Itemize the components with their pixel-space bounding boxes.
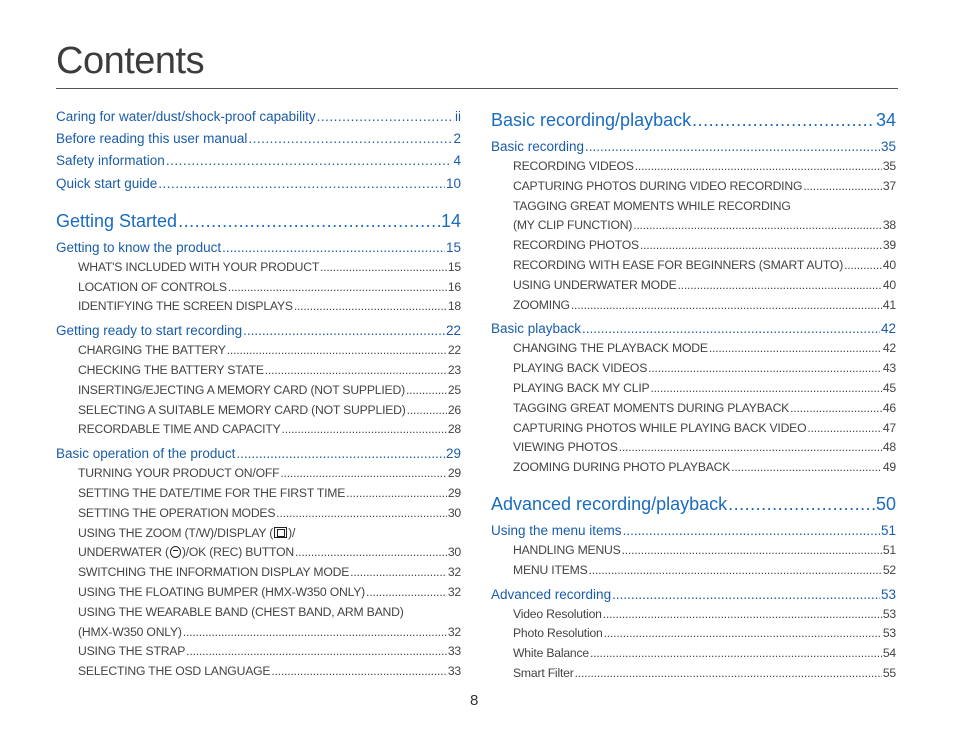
toc-entry-text: SELECTING A SUITABLE MEMORY CARD (NOT SUPPLIED)	[78, 402, 406, 417]
toc-sublink[interactable]	[491, 419, 896, 439]
leader-dots	[350, 563, 447, 583]
leader-dots	[265, 361, 447, 381]
toc-sublink[interactable]	[491, 157, 896, 177]
toc-page-number: 45	[882, 380, 896, 395]
toc-page-number: 30	[447, 545, 461, 560]
toc-entry-text: RECORDING PHOTOS	[513, 238, 639, 253]
toc-page-number: 25	[447, 382, 461, 397]
toc-page-number: 29	[447, 466, 461, 481]
toc-entry-text: Basic recording	[491, 139, 585, 154]
toc-sublink[interactable]	[491, 624, 896, 644]
toc-sublink[interactable]	[491, 177, 896, 197]
toc-section-getting-started[interactable]	[56, 207, 461, 235]
toc-entry-text: ZOOMING	[513, 297, 570, 312]
toc-entry-text: Using the menu items	[491, 522, 622, 538]
toc-page-number: 22	[447, 343, 461, 358]
toc-entry-text: RECORDING WITH EASE FOR BEGINNERS (SMART AUTO)	[513, 257, 844, 272]
toc-page-number: 53	[882, 626, 896, 641]
toc-entry-text: (HMX-W350 ONLY)	[78, 624, 182, 639]
toc-sublink[interactable]	[56, 484, 461, 504]
toc-link-basic-playback[interactable]	[491, 318, 896, 339]
toc-page-number: 52	[882, 562, 896, 577]
toc-page-number: 10	[445, 175, 461, 191]
toc-entry-text: Video Resolution	[513, 606, 602, 621]
leader-dots	[692, 106, 875, 134]
toc-sublink[interactable]	[491, 276, 896, 296]
toc-entry-text: TURNING YOUR PRODUCT ON/OFF	[78, 466, 280, 481]
toc-sublink[interactable]	[491, 236, 896, 256]
leader-dots	[803, 177, 882, 197]
toc-page-number: 41	[882, 297, 896, 312]
toc-sublink[interactable]	[491, 399, 896, 419]
toc-page-number: 39	[882, 238, 896, 253]
toc-page-number: 48	[882, 440, 896, 455]
toc-entry-text: CAPTURING PHOTOS WHILE PLAYING BACK VIDEO	[513, 420, 807, 435]
toc-sublink[interactable]	[491, 256, 896, 276]
toc-sublink[interactable]	[491, 541, 896, 561]
toc-link-advanced-recording[interactable]	[491, 584, 896, 605]
toc-entry-text: RECORDING VIDEOS	[513, 159, 634, 173]
toc-entry-text: USING THE STRAP	[78, 644, 186, 659]
leader-dots	[228, 278, 447, 298]
toc-page-number: 37	[882, 178, 896, 193]
toc-page-number: 33	[447, 664, 461, 679]
toc-page-number: 54	[882, 646, 896, 661]
toc-sublink[interactable]	[56, 504, 461, 524]
toc-sublink[interactable]	[56, 642, 461, 662]
toc-entry-text: CHANGING THE PLAYBACK MODE	[513, 341, 708, 356]
leader-dots	[227, 341, 447, 361]
leader-dots	[183, 623, 447, 643]
leader-dots	[186, 642, 447, 662]
toc-entry-text: SELECTING THE OSD LANGUAGE	[78, 664, 271, 679]
toc-page-number: 22	[445, 323, 461, 339]
leader-dots	[603, 605, 882, 625]
leader-dots	[407, 401, 447, 421]
leader-dots	[571, 296, 882, 316]
leader-dots	[728, 490, 875, 518]
toc-page-number: 43	[882, 361, 896, 376]
toc-page-number: 32	[447, 624, 461, 639]
toc-link-ready-recording[interactable]	[56, 320, 461, 341]
leader-dots	[709, 339, 882, 359]
toc-entry-text: ZOOMING DURING PHOTO PLAYBACK	[513, 460, 731, 475]
toc-entry-text: Safety information	[56, 153, 165, 169]
toc-entry-text: WHAT'S INCLUDED WITH YOUR PRODUCT	[78, 259, 320, 274]
toc-link-safety[interactable]	[56, 150, 461, 172]
toc-sublink[interactable]	[56, 662, 461, 682]
toc-page-number: 50	[875, 493, 896, 514]
toc-sublink[interactable]	[56, 401, 461, 421]
leader-dots	[276, 504, 447, 524]
leader-dots	[320, 258, 447, 278]
toc-page-number: 42	[880, 321, 896, 337]
toc-entry-text: CHARGING THE BATTERY	[78, 343, 226, 358]
toc-sublink[interactable]	[56, 583, 461, 603]
toc-page-number: 53	[882, 606, 896, 621]
toc-sublink[interactable]	[56, 258, 461, 278]
toc-page-number: 29	[447, 485, 461, 500]
underwater-icon	[170, 546, 181, 558]
toc-link-know-product[interactable]	[56, 237, 461, 258]
leader-dots	[248, 128, 452, 150]
toc-page-number: 29	[445, 446, 461, 462]
toc-entry-text: VIEWING PHOTOS	[513, 440, 618, 455]
toc-page-number: 34	[875, 110, 896, 130]
leader-dots	[282, 420, 447, 440]
toc-entry-text: INSERTING/EJECTING A MEMORY CARD (NOT SUPPLIED)	[78, 382, 405, 397]
toc-sublink-band-line1[interactable]: USING THE WEARABLE BAND (CHEST BAND, ARM BAND)	[78, 604, 404, 619]
leader-dots	[790, 399, 882, 419]
toc-entry-text: SWITCHING THE INFORMATION DISPLAY MODE	[78, 565, 350, 580]
leader-dots	[633, 216, 882, 236]
toc-entry-text: )/	[288, 525, 296, 540]
toc-sublink[interactable]	[56, 361, 461, 381]
toc-entry-text: MENU ITEMS	[513, 562, 588, 577]
toc-entry-text: PLAYING BACK VIDEOS	[513, 361, 648, 376]
leader-dots	[589, 561, 882, 581]
toc-page-number: 14	[440, 210, 461, 231]
leader-dots	[280, 464, 447, 484]
toc-section-text: Getting Started	[56, 210, 178, 231]
toc-sublink[interactable]	[491, 644, 896, 664]
toc-link-before-reading[interactable]	[56, 128, 461, 150]
toc-page-number: 2	[453, 131, 461, 147]
toc-sublink[interactable]	[491, 561, 896, 581]
toc-entry-text: SETTING THE DATE/TIME FOR THE FIRST TIME	[78, 485, 346, 500]
toc-page-number: 30	[447, 505, 461, 520]
toc-page-number: 55	[882, 665, 896, 680]
toc-entry-text	[78, 543, 294, 563]
toc-entry-text: Getting ready to start recording	[56, 323, 243, 339]
toc-sublink-band-line2[interactable]	[56, 623, 461, 643]
toc-sublink[interactable]	[491, 438, 896, 458]
toc-link-basic-recording[interactable]	[491, 136, 896, 157]
toc-page-number: 28	[447, 422, 461, 437]
toc-page-number: 42	[882, 341, 896, 356]
leader-dots	[166, 150, 453, 172]
toc-page-number: 49	[882, 460, 896, 475]
toc-link-basic-operation[interactable]	[56, 443, 461, 464]
leader-dots	[619, 438, 882, 458]
leader-dots	[678, 276, 882, 296]
toc-page-number: 33	[447, 644, 461, 659]
toc-entry-text: (MY CLIP FUNCTION)	[513, 218, 633, 233]
toc-page-number: 26	[447, 402, 461, 417]
display-icon	[274, 527, 287, 538]
toc-page-number: 32	[447, 584, 461, 599]
toc-entry-text: CAPTURING PHOTOS DURING VIDEO RECORDING	[513, 178, 803, 193]
toc-page-number: 16	[447, 279, 461, 294]
toc-link-quick-start[interactable]	[56, 173, 461, 195]
toc-entry-text: Before reading this user manual	[56, 131, 248, 147]
toc-sublink-zoom-line1[interactable]	[56, 524, 461, 544]
toc-entry-text: Getting to know the product	[56, 239, 222, 255]
toc-page-number: 40	[882, 277, 896, 292]
toc-entry-text: TAGGING GREAT MOMENTS DURING PLAYBACK	[513, 400, 790, 415]
toc-sublink[interactable]	[56, 278, 461, 298]
toc-entry-text: White Balance	[513, 646, 589, 661]
toc-page-number: 32	[447, 565, 461, 580]
leader-dots	[585, 136, 880, 157]
toc-entry-text: USING UNDERWATER MODE	[513, 277, 677, 292]
toc-page-number: 23	[447, 362, 461, 377]
toc-right-column	[491, 106, 896, 684]
leader-dots	[640, 236, 882, 256]
toc-sublink[interactable]	[491, 664, 896, 684]
toc-section-advanced-recording-playback[interactable]	[491, 490, 896, 518]
toc-entry-text: IDENTIFYING THE SCREEN DISPLAYS	[78, 299, 293, 314]
toc-entry-text: )/OK (REC) BUTTON	[181, 545, 294, 560]
toc-sublink[interactable]	[56, 563, 461, 583]
leader-dots	[575, 664, 882, 684]
leader-dots	[582, 318, 880, 339]
leader-dots	[406, 381, 447, 401]
toc-entry-text: Advanced recording	[491, 586, 612, 602]
leader-dots	[295, 543, 447, 563]
toc-sublink[interactable]	[56, 381, 461, 401]
toc-page-number: 51	[880, 522, 896, 538]
toc-section-text: Basic recording/playback	[491, 110, 692, 130]
toc-page-number: 4	[453, 153, 461, 169]
toc-sublink[interactable]	[491, 458, 896, 478]
toc-entry-text: USING THE ZOOM (T/W)/DISPLAY (	[78, 525, 274, 540]
toc-sublink[interactable]	[491, 359, 896, 379]
toc-page-number: ii	[455, 109, 461, 124]
leader-dots	[222, 237, 445, 258]
toc-entry-text: CHECKING THE BATTERY STATE	[78, 362, 264, 377]
leader-dots	[178, 207, 440, 235]
leader-dots	[236, 443, 445, 464]
toc-left-column	[56, 106, 461, 682]
toc-entry-text: Basic playback	[491, 321, 582, 337]
leader-dots	[366, 583, 447, 603]
toc-page-number: 51	[882, 542, 896, 557]
leader-dots	[317, 106, 454, 128]
toc-page-number: 47	[882, 420, 896, 435]
toc-entry-text: UNDERWATER (	[78, 545, 169, 560]
leader-dots	[635, 157, 882, 177]
toc-sublink[interactable]	[56, 464, 461, 484]
toc-sublink[interactable]	[491, 296, 896, 316]
toc-entry-text: RECORDABLE TIME AND CAPACITY	[78, 422, 281, 437]
toc-page-number: 38	[882, 218, 896, 233]
leader-dots	[648, 359, 882, 379]
toc-page-number: 35	[882, 159, 896, 173]
toc-entry-text: Caring for water/dust/shock-proof capability	[56, 109, 316, 124]
toc-sublink[interactable]	[56, 420, 461, 440]
toc-entry-text: Smart Filter	[513, 665, 574, 680]
leader-dots	[604, 624, 882, 644]
toc-entry-text: HANDLING MENUS	[513, 542, 621, 557]
toc-entry-text: LOCATION OF CONTROLS	[78, 279, 227, 294]
leader-dots	[158, 173, 445, 195]
leader-dots	[271, 662, 447, 682]
leader-dots	[346, 484, 447, 504]
leader-dots	[622, 541, 882, 561]
toc-sublink-tag-line2[interactable]	[491, 216, 896, 236]
toc-sublink-tag-line1[interactable]: TAGGING GREAT MOMENTS WHILE RECORDING	[513, 198, 791, 213]
toc-entry-text: USING THE FLOATING BUMPER (HMX-W350 ONLY)	[78, 584, 366, 599]
toc-sublink-zoom-line2[interactable]	[56, 543, 461, 563]
toc-entry-text: Quick start guide	[56, 175, 158, 191]
leader-dots	[612, 584, 880, 605]
toc-section-text: Advanced recording/playback	[491, 493, 728, 514]
page-title: Contents	[56, 40, 205, 82]
leader-dots	[294, 297, 447, 317]
toc-sublink[interactable]	[491, 339, 896, 359]
toc-page-number: 53	[880, 586, 896, 602]
leader-dots	[590, 644, 882, 664]
leader-dots	[650, 379, 881, 399]
toc-link-caring[interactable]	[56, 106, 461, 128]
toc-page-number: 40	[882, 257, 896, 272]
toc-sublink[interactable]	[491, 605, 896, 625]
page-number: 8	[470, 692, 479, 709]
toc-page-number: 15	[445, 239, 461, 255]
toc-link-menu-items[interactable]	[491, 520, 896, 541]
toc-sublink[interactable]	[56, 297, 461, 317]
toc-section-basic-recording-playback[interactable]	[491, 106, 896, 134]
toc-entry-text: SETTING THE OPERATION MODES	[78, 505, 276, 520]
toc-page-number: 46	[882, 400, 896, 415]
toc-page-number: 35	[880, 139, 896, 154]
leader-dots	[623, 520, 880, 541]
toc-page-number: 18	[447, 299, 461, 314]
toc-entry-text: PLAYING BACK MY CLIP	[513, 380, 650, 395]
toc-entry-text: Basic operation of the product	[56, 446, 236, 462]
title-divider	[56, 88, 898, 89]
leader-dots	[243, 320, 445, 341]
toc-entry-text: Photo Resolution	[513, 626, 603, 641]
leader-dots	[731, 458, 882, 478]
leader-dots	[844, 256, 882, 276]
leader-dots	[807, 419, 881, 439]
toc-page-number: 15	[447, 259, 461, 274]
toc-sublink[interactable]	[491, 379, 896, 399]
toc-sublink[interactable]	[56, 341, 461, 361]
